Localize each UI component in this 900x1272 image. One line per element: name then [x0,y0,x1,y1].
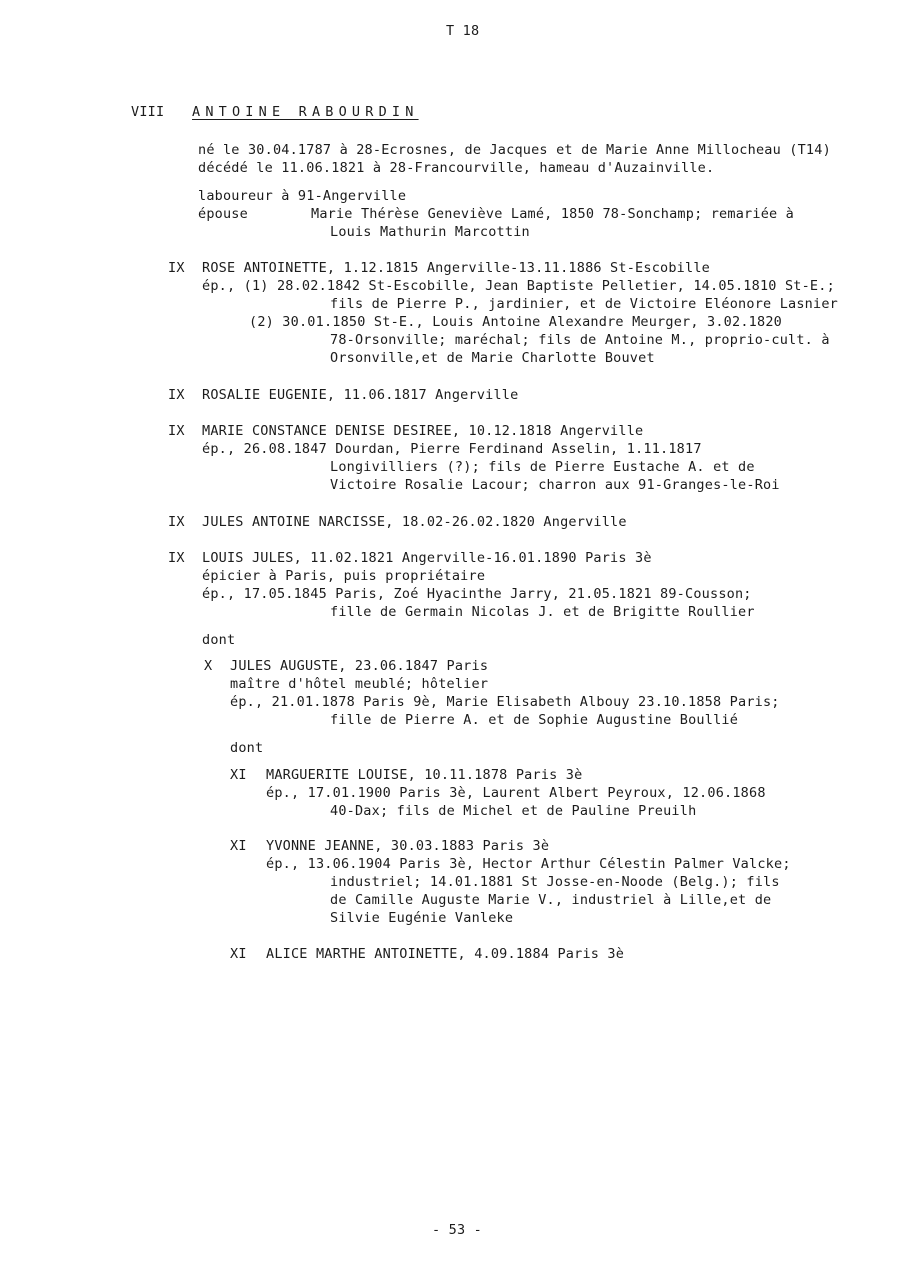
birth-line: né le 30.04.1787 à 28-Ecrosnes, de Jacques et de Marie Anne Millocheau (T14) [198,142,831,158]
child-rosalie-line-1: ROSALIE EUGENIE, 11.06.1817 Angerville [202,387,519,403]
yvonne-line-1: YVONNE JEANNE, 30.03.1883 Paris 3è [266,838,550,854]
child-rose-line-1: ROSE ANTOINETTE, 1.12.1815 Angerville-13.11.1886 St-Escobille [202,260,710,276]
page-title: ANTOINE RABOURDIN [192,104,419,120]
generation-roman: VIII [131,104,165,120]
yvonne-line-2: ép., 13.06.1904 Paris 3è, Hector Arthur Célestin Palmer Valcke; [266,856,791,872]
child-marie-line-3: Longivilliers (?); fils de Pierre Eustache A. et de [330,459,755,475]
child-roman: IX [168,423,185,439]
child-roman: IX [168,550,185,566]
child-roman: IX [168,514,185,530]
marguerite-line-3: 40-Dax; fils de Michel et de Pauline Preuilh [330,803,697,819]
child-rose-line-3: fils de Pierre P., jardinier, et de Victoire Eléonore Lasnier [330,296,838,312]
spouse-line-1: Marie Thérèse Geneviève Lamé, 1850 78-Sonchamp; remariée à [311,206,795,222]
child-louis-line-4: fille de Germain Nicolas J. et de Brigitte Roullier [330,604,755,620]
child-roman: IX [168,387,185,403]
occupation-line: laboureur à 91-Angerville [198,188,407,204]
great-grandchild-roman: XI [230,767,247,783]
page-code: T 18 [446,23,480,39]
child-louis-line-2: épicier à Paris, puis propriétaire [202,568,486,584]
death-line: décédé le 11.06.1821 à 28-Francourville, hameau d'Auzainville. [198,160,715,176]
child-roman: IX [168,260,185,276]
grandchild-roman: X [204,658,213,674]
marguerite-line-2: ép., 17.01.1900 Paris 3è, Laurent Albert Peyroux, 12.06.1868 [266,785,766,801]
grandchild-line-3: ép., 21.01.1878 Paris 9è, Marie Elisabeth Albouy 23.10.1858 Paris; [230,694,780,710]
child-marie-line-4: Victoire Rosalie Lacour; charron aux 91-Granges-le-Roi [330,477,780,493]
grandchild-line-1: JULES AUGUSTE, 23.06.1847 Paris [230,658,489,674]
spouse-label: épouse [198,206,248,222]
yvonne-line-5: Silvie Eugénie Vanleke [330,910,514,926]
child-rose-line-5: 78-Orsonville; maréchal; fils de Antoine M., proprio-cult. à [330,332,830,348]
child-louis-line-1: LOUIS JULES, 11.02.1821 Angerville-16.01.1890 Paris 3è [202,550,652,566]
grandchild-line-2: maître d'hôtel meublé; hôtelier [230,676,489,692]
child-louis-line-3: ép., 17.05.1845 Paris, Zoé Hyacinthe Jarry, 21.05.1821 89-Cousson; [202,586,752,602]
page-number: - 53 - [432,1222,482,1238]
dont-label: dont [230,740,264,756]
child-rose-line-6: Orsonville,et de Marie Charlotte Bouvet [330,350,655,366]
child-rose-line-4: (2) 30.01.1850 St-E., Louis Antoine Alexandre Meurger, 3.02.1820 [249,314,782,330]
marguerite-line-1: MARGUERITE LOUISE, 10.11.1878 Paris 3è [266,767,583,783]
child-marie-line-1: MARIE CONSTANCE DENISE DESIREE, 10.12.1818 Angerville [202,423,644,439]
child-marie-line-2: ép., 26.08.1847 Dourdan, Pierre Ferdinand Asselin, 1.11.1817 [202,441,702,457]
spouse-line-2: Louis Mathurin Marcottin [330,224,530,240]
alice-line-1: ALICE MARTHE ANTOINETTE, 4.09.1884 Paris 3è [266,946,625,962]
grandchild-line-4: fille de Pierre A. et de Sophie Augustine Boullié [330,712,739,728]
great-grandchild-roman: XI [230,838,247,854]
yvonne-line-3: industriel; 14.01.1881 St Josse-en-Noode (Belg.); fils [330,874,780,890]
dont-label: dont [202,632,236,648]
great-grandchild-roman: XI [230,946,247,962]
child-jules-antoine-line-1: JULES ANTOINE NARCISSE, 18.02-26.02.1820 Angerville [202,514,627,530]
yvonne-line-4: de Camille Auguste Marie V., industriel à Lille,et de [330,892,772,908]
child-rose-line-2: ép., (1) 28.02.1842 St-Escobille, Jean Baptiste Pelletier, 14.05.1810 St-E.; [202,278,835,294]
